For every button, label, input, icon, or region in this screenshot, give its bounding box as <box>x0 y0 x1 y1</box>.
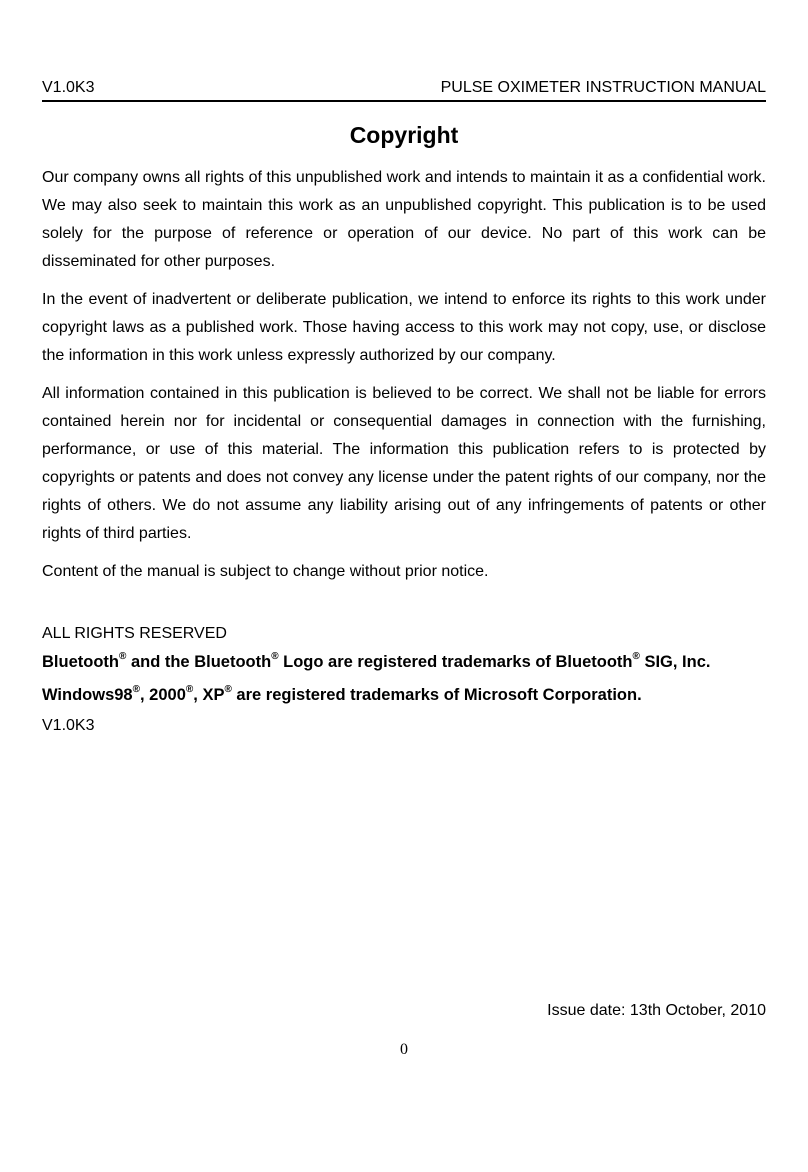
bluetooth-trademark-notice <box>42 646 766 679</box>
copyright-body <box>42 164 766 740</box>
paragraph-ownership: Our company owns all rights of this unpublished work and intends to maintain it as a confidential work. We may also seek to maintain this work as an unpublished copyright. This publication is to be used solely for the purpose of reference or operation of our device. No part of this work can be disseminated for other purposes. <box>42 169 766 270</box>
windows-text-2: , <box>193 686 203 704</box>
windows-text-1: , <box>140 686 150 704</box>
version-line: V1.0K3 <box>42 717 95 734</box>
bluetooth-text-1: and the <box>126 653 195 671</box>
page-header <box>42 78 766 102</box>
bluetooth-word-3: Bluetooth <box>555 653 633 671</box>
windows-word-2: 2000 <box>149 686 186 704</box>
registered-mark: ® <box>632 651 640 662</box>
paragraph-publication: In the event of inadvertent or deliberate publication, we intend to enforce its rights to this work under copyright laws as a published work. Those having access to this work may not copy, use, or disclose the information in this work unless expressly authorized by our company. <box>42 291 766 364</box>
windows-trademark-notice <box>42 679 766 712</box>
windows-text-3: are registered trademarks of Microsoft Corporation. <box>231 686 642 704</box>
bluetooth-text-2: Logo are registered trademarks of <box>278 653 556 671</box>
rights-reserved: ALL RIGHTS RESERVED <box>42 625 227 642</box>
paragraph-change-notice: Content of the manual is subject to change without prior notice. <box>42 563 489 580</box>
registered-mark: ® <box>132 684 140 695</box>
bluetooth-word-2: Bluetooth <box>194 653 272 671</box>
windows-word-1: Windows98 <box>42 686 133 704</box>
registered-mark: ® <box>224 684 232 695</box>
registered-mark: ® <box>118 651 127 662</box>
windows-word-3: XP <box>202 686 225 704</box>
page-title: Copyright <box>349 122 459 148</box>
registered-mark: ® <box>271 651 279 662</box>
bluetooth-word-1: Bluetooth <box>42 653 119 671</box>
page-number: 0 <box>400 1041 408 1058</box>
header-version: V1.0K3 <box>42 79 95 96</box>
issue-date: Issue date: 13th October, 2010 <box>547 1002 766 1019</box>
paragraph-liability: All information contained in this publication is believed to be correct. We shall not be liable for errors contained herein nor for incidental or consequential damages in connection with the furnishing, performance, or use of this material. The information this publication refers to is protected by copyrights or patents and does not convey any license under the patent rights of our company, nor the rights of others. We do not assume any liability arising out of any infringements of patents or other rights of third parties. <box>42 385 766 542</box>
registered-mark: ® <box>185 684 194 695</box>
header-manual-title: PULSE OXIMETER INSTRUCTION MANUAL <box>440 79 766 96</box>
bluetooth-text-3: SIG, Inc. <box>639 653 711 671</box>
